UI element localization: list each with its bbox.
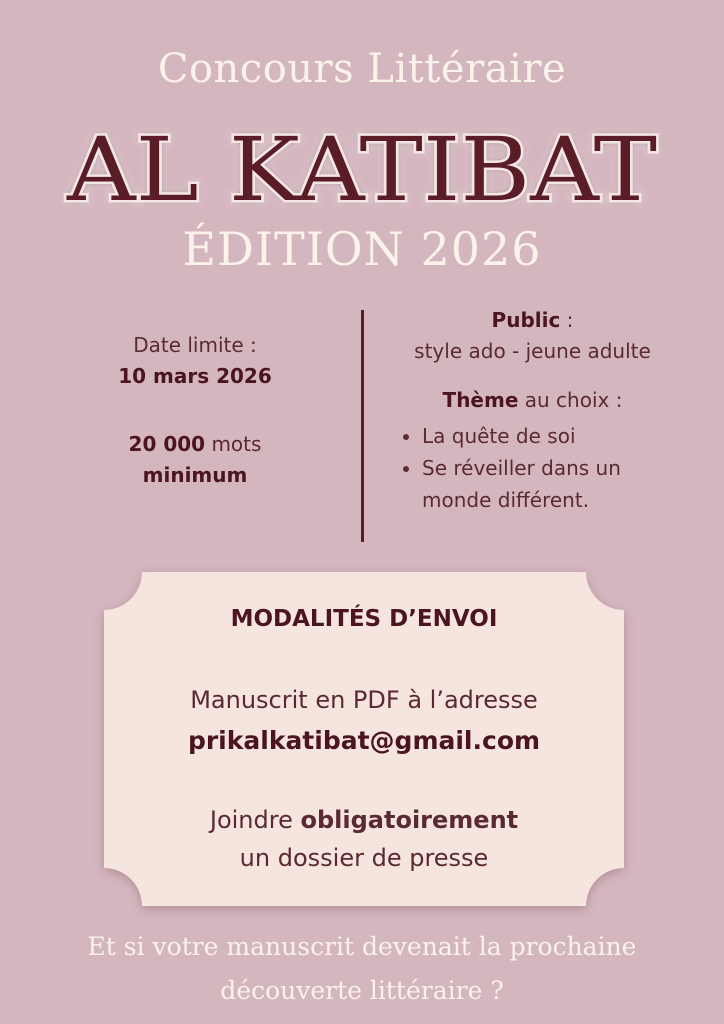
public-colon: : [560, 308, 574, 332]
theme-item: La quête de soi [397, 420, 690, 452]
submission-line4: un dossier de presse [239, 844, 489, 872]
public-value: style ado - jeune adulte [414, 339, 651, 363]
brand-title [62, 118, 662, 213]
public-heading [375, 305, 690, 336]
wordcount-number: 20 000 [128, 432, 206, 456]
wordcount-suffix: minimum [142, 463, 248, 487]
deadline-label: Date limite : [133, 333, 257, 357]
brand-title-art [62, 118, 662, 213]
tagline-line1: Et si votre manuscrit devenait la prochaine [87, 932, 637, 961]
theme-label: Thème [442, 388, 519, 412]
brand-title-text: AL KATIBAT [65, 118, 657, 213]
public-label: Public [491, 308, 561, 332]
deadline-date: 10 mars 2026 [118, 364, 272, 388]
submission-line3 [104, 806, 624, 834]
theme-item: Se réveiller dans un monde différent. [397, 452, 690, 516]
tagline [0, 925, 724, 1013]
submission-line3-bold: obligatoirement [300, 806, 519, 834]
details-section [375, 305, 690, 516]
theme-heading [375, 385, 690, 416]
wordcount-line [70, 429, 320, 460]
deadline-section [70, 330, 320, 491]
submission-line1: Manuscrit en PDF à l’adresse [190, 686, 538, 714]
wordcount-unit: mots [205, 432, 262, 456]
tagline-line2: découverte littéraire ? [220, 976, 504, 1005]
submission-email: prikalkatibat@gmail.com [187, 726, 541, 755]
contest-subtitle: Concours Littéraire [157, 46, 567, 92]
submission-title: MODALITÉS D’ENVOI [230, 606, 498, 632]
wordcount-block [70, 429, 320, 491]
submission-card [104, 572, 624, 906]
theme-list [375, 420, 690, 516]
card-content [104, 572, 624, 906]
vertical-divider [361, 310, 364, 542]
theme-block [375, 385, 690, 516]
public-block [375, 305, 690, 367]
submission-line3-pre: Joindre [209, 806, 301, 834]
theme-rest: au choix : [518, 388, 623, 412]
edition-title: ÉDITION 2026 [182, 222, 542, 276]
